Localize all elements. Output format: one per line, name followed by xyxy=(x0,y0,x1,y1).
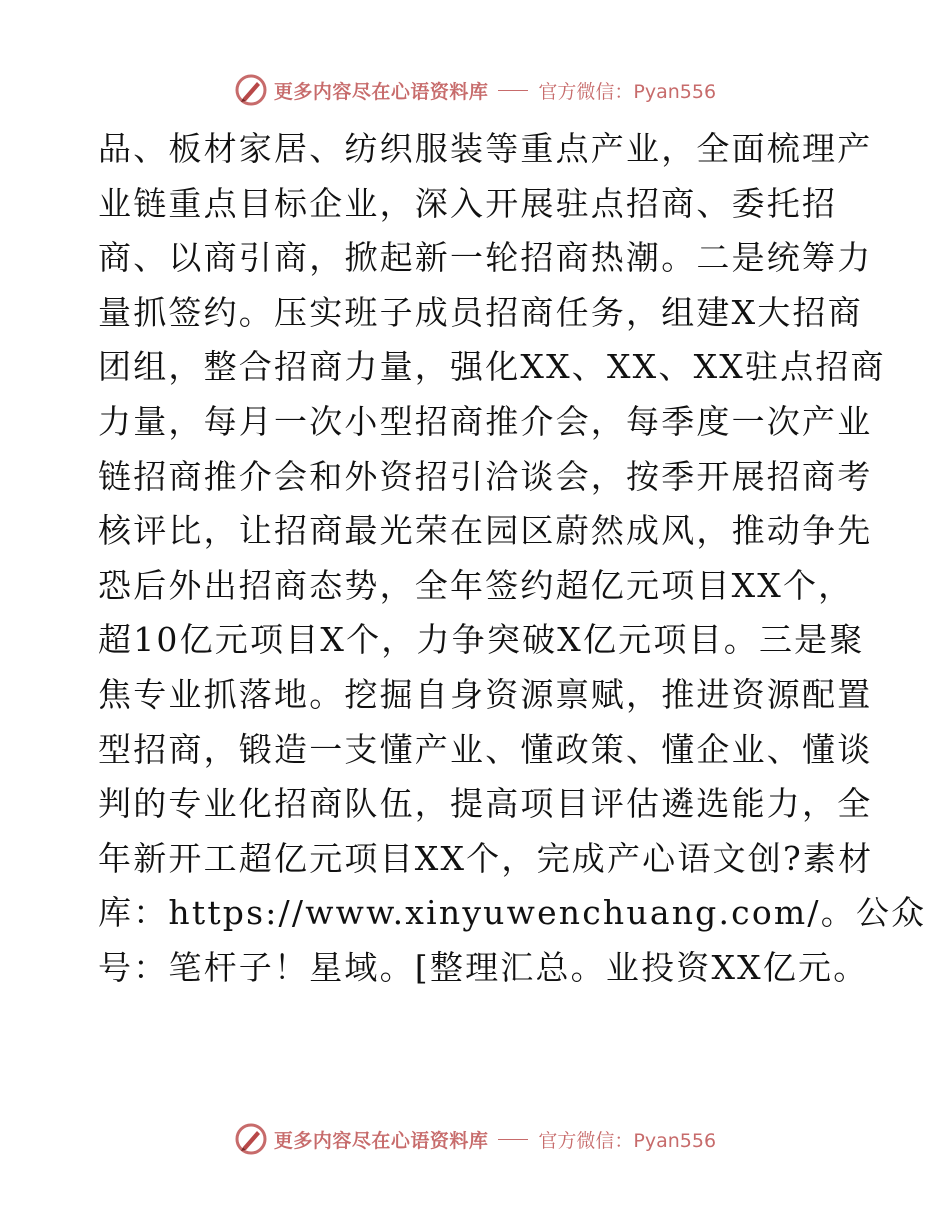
body-line-11: 焦专业抓落地。挖掘自身资源禀赋，推进资源配置 xyxy=(98,674,873,714)
body-line-3: 商、以商引商，掀起新一轮招商热潮。二是统筹力 xyxy=(98,238,873,278)
body-line-7: 链招商推介会和外资招引洽谈会，按季开展招商考 xyxy=(98,456,873,496)
body-line-2: 业链重点目标企业，深入开展驻点招商、委托招 xyxy=(98,183,838,223)
header-banner-dash xyxy=(498,90,528,91)
footer-banner-text: 更多内容尽在心语资料库 xyxy=(273,1129,489,1152)
page-footer xyxy=(0,1117,950,1161)
body-line-15: 库：https://www.xinyuwenchuang.com/。公众 xyxy=(98,893,927,933)
body-line-13: 判的专业化招商队伍，提高项目评估遴选能力，全 xyxy=(98,784,873,824)
body-line-14: 年新开工超亿元项目XX个，完成产心语文创?素材 xyxy=(98,838,874,878)
body-line-8: 核评比，让招商最光荣在园区蔚然成风，推动争先 xyxy=(98,511,873,551)
body-line-10: 超10亿元项目X个，力争突破X亿元项目。三是聚 xyxy=(98,620,865,660)
body-line-5: 团组，整合招商力量，强化XX、XX、XX驻点招商 xyxy=(98,347,886,387)
body-line-16: 号：笔杆子！星域。[整理汇总。业投资XX亿元。 xyxy=(98,947,869,987)
body-line-12: 型招商，锻造一支懂产业、懂政策、懂企业、懂谈 xyxy=(98,729,873,769)
pen-in-circle-icon xyxy=(234,1122,268,1156)
header-banner xyxy=(234,73,716,107)
page-header xyxy=(0,68,950,112)
document-body xyxy=(98,122,927,996)
body-line-6: 力量，每月一次小型招商推介会，每季度一次产业 xyxy=(98,401,873,441)
pen-in-circle-icon xyxy=(234,73,268,107)
header-wechat-label: 官方微信：Pyan556 xyxy=(538,80,717,103)
body-line-9: 恐后外出招商态势，全年签约超亿元项目XX个， xyxy=(98,565,854,605)
body-line-4: 量抓签约。压实班子成员招商任务，组建X大招商 xyxy=(98,292,863,332)
footer-banner-dash xyxy=(498,1139,528,1140)
footer-wechat-label: 官方微信：Pyan556 xyxy=(538,1129,717,1152)
header-banner-text: 更多内容尽在心语资料库 xyxy=(273,80,489,103)
footer-banner xyxy=(234,1122,716,1156)
body-line-1: 品、板材家居、纺织服装等重点产业，全面梳理产 xyxy=(98,129,873,168)
